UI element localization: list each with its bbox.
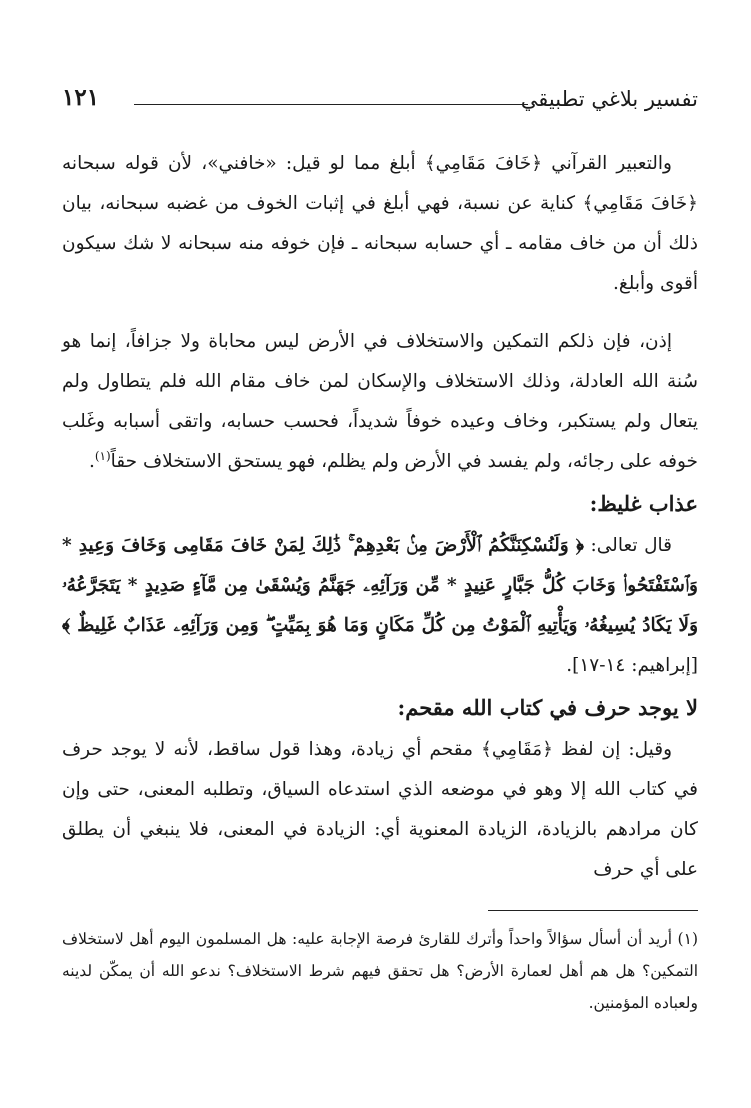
paragraph-2: إذن، فإن ذلكم التمكين والاستخلاف في الأرض ليس محاباة ولا جزافاً، إنما هو سُنة الله العادلة، وذلك الاستخلاف والإسكان لمن خاف مقام الله فلم يتطاول ولم يتعال ولم يستكبر، وخاف وعيده خوفاً شديداً، فحسب حسابه، واتقى أسبابه وغَلب خوفه على رجائه، ولم يفسد في الأرض ولم يظلم، فهو يستحق الاستخلاف حقاً$^{(١)}$. — [62, 331, 698, 472]
footnote-text: (١) أريد أن أسأل سؤالاً واحداً وأترك للقارئ فرصة الإجابة عليه: هل المسلمون اليوم أهل لاستخلاف التمكين؟ هل هم أهل لعمارة الأرض؟ هل تحقق فيهم شرط الاستخلاف؟ ندعو الله أن يمكّن لدينه ولعباده المؤمنين. — [62, 930, 698, 1012]
section-heading-2: لا يوجد حرف في كتاب الله مقحم: — [397, 695, 698, 720]
section-heading-1: عذاب غليظ: — [589, 491, 698, 516]
paragraph-3 — [62, 526, 698, 686]
footnote-rule — [488, 910, 698, 911]
footnote — [62, 923, 698, 1019]
running-header — [62, 82, 698, 118]
book-title: تفسير بلاغي تطبيقي — [520, 87, 698, 111]
paragraph-4: وقيل: إن لفظ ﴿مَقَامِي﴾ مقحم أي زيادة، وهذا قول ساقط، لأنه لا يوجد حرف في كتاب الله إلا وهو في موضعه الذي استدعاه السياق، وتطلبه المعنى، حتى وإن كان مرادهم بالزيادة، الزيادة المعنوية أي: الزيادة في المعنى، فلا ينبغي أن يطلق على أي حرف — [62, 739, 698, 880]
page-number: ١٢١ — [62, 84, 100, 111]
book-page — [62, 82, 698, 1019]
verse-reference: [إبراهيم: ١٤-١٧]. — [566, 655, 698, 676]
paragraph-1: والتعبير القرآني ﴿خَافَ مَقَامِي﴾ أبلغ مما لو قيل: «خافني»، لأن قوله سبحانه ﴿خَافَ مَقَامِي﴾ كناية عن نسبة، فهي أبلغ في إثبات الخوف من غضبه سبحانه، بيان ذلك أن من خاف مقامه ـ أي حسابه سبحانه ـ فإن خوفه منه سبحانه لا شك سيكون أقوى وأبلغ. — [62, 153, 698, 294]
paragraph-2-text: إذن، فإن ذلكم التمكين والاستخلاف في الأرض ليس محاباة ولا جزافاً، إنما هو سُنة الله العادلة، وذلك الاستخلاف والإسكان لمن خاف مقام الله فلم يتطاول ولم يتعال ولم يستكبر، وخاف وعيده خوفاً شديداً، فحسب حسابه، واتقى أسبابه وغَلب خوفه على رجائه، ولم يفسد في الأرض ولم يظلم، فهو يستحق الاستخلاف حقاً — [62, 331, 698, 472]
paragraph-3-intro: قال تعالى: — [583, 535, 672, 556]
main-text — [62, 144, 698, 890]
header-rule — [134, 104, 528, 105]
footnote-marker: (١) — [94, 448, 111, 463]
quran-verse: ﴿ وَلَنُسْكِنَنَّكُمُ ٱلْأَرْضَ مِنۢ بَعْدِهِمْ ۚ ذَٰلِكَ لِمَنْ خَافَ مَقَامِى وَخَافَ وَعِيدِ * وَٱسْتَفْتَحُوا۟ وَخَابَ كُلُّ جَبَّارٍ عَنِيدٍ * مِّن وَرَآئِهِۦ جَهَنَّمُ وَيُسْقَىٰ مِن مَّآءٍ صَدِيدٍ * يَتَجَرَّعُهُۥ وَلَا يَكَادُ يُسِيغُهُۥ وَيَأْتِيهِ ٱلْمَوْتُ مِن كُلِّ مَكَانٍ وَمَا هُوَ بِمَيِّتٍ ۖ وَمِن وَرَآئِهِۦ عَذَابٌ غَلِيظٌ ﴾ — [62, 535, 698, 636]
